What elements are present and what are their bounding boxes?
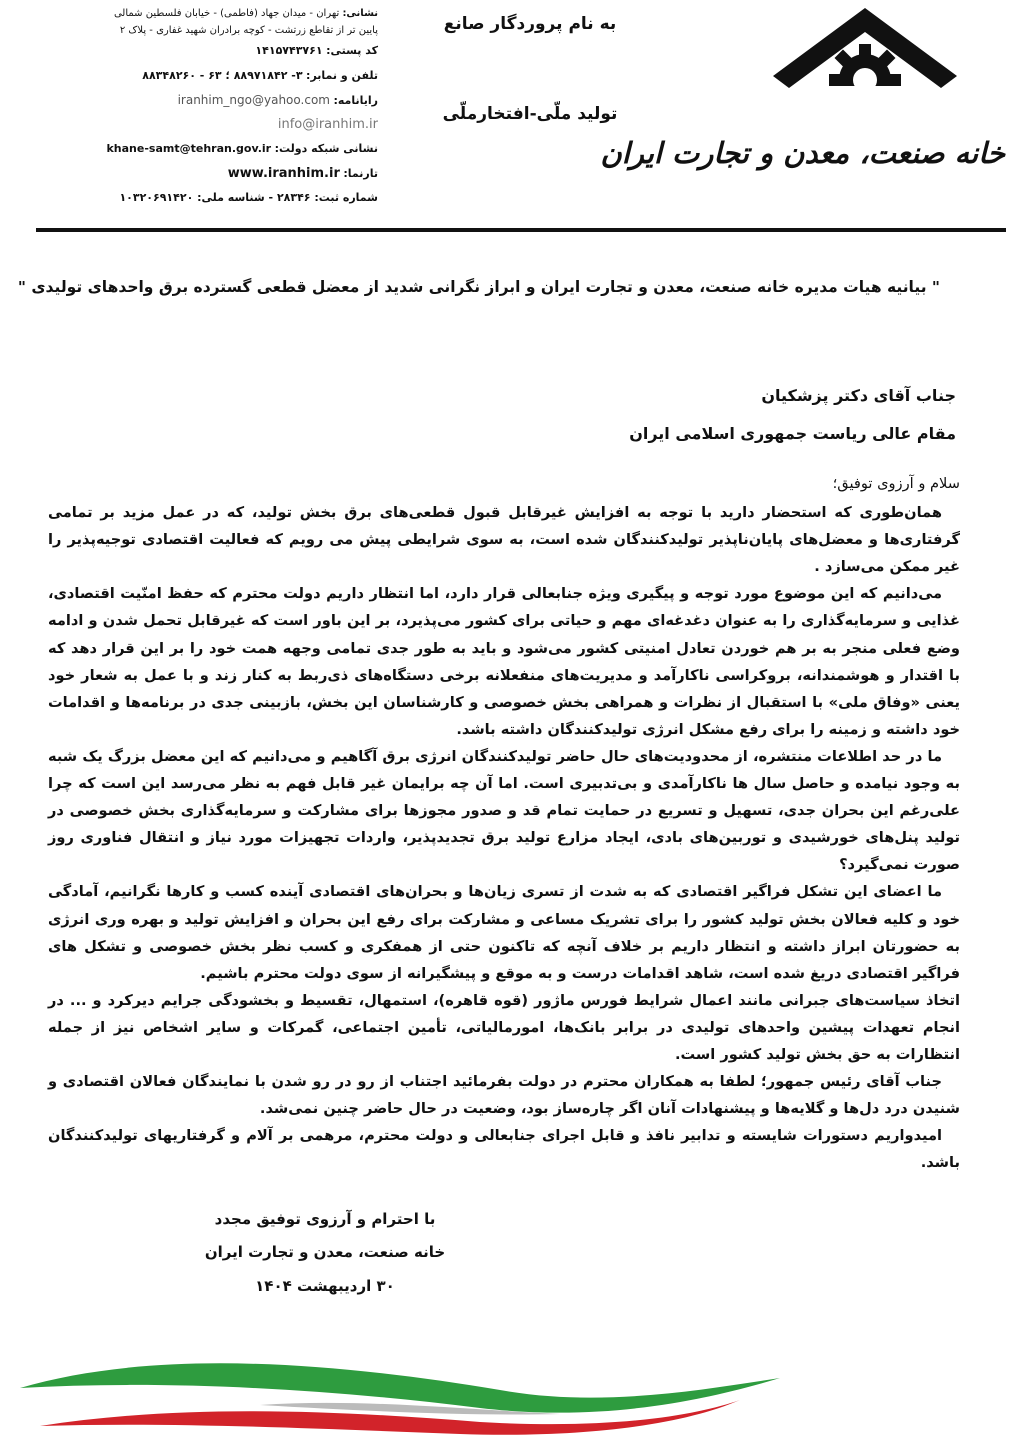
closing-date: ۳۰ اردیبهشت ۱۴۰۴	[255, 1277, 395, 1295]
web-label: تارنما:	[343, 166, 378, 180]
addressee-name: جناب آقای دکتر پزشکیان	[761, 386, 956, 405]
registration-text: شماره ثبت: ۲۸۳۴۶ - شناسه ملی: ۱۰۳۲۰۶۹۱۴۲۰	[119, 191, 378, 204]
contact-block	[88, 6, 378, 211]
gear-roof-icon	[773, 8, 957, 128]
phone-value: ۳- ۸۸۹۷۱۸۴۲ ؛ ۶۳ - ۸۸۳۴۸۲۶۰	[142, 68, 303, 82]
logo-wordmark: خانه صنعت، معدن و تجارت ایران	[600, 136, 1005, 170]
closing-regards: با احترام و آرزوی توفیق مجدد	[214, 1210, 436, 1228]
phone-row	[88, 64, 378, 89]
gov-row	[88, 137, 378, 162]
postal-value: ۱۴۱۵۷۴۳۷۶۱	[255, 44, 323, 57]
body-paragraph-2: می‌دانیم که این موضوع مورد توجه و پیگیری ویژه جنابعالی قرار دارد، اما انتظار داریم دولت محترم که حفظ امنّیت اقتصادی، غذایی و سرمایه‌گذاری را به عنوان دغدغه‌ای مهم و حیاتی برای کشور می‌پذیرد، بر این باور است که غیرقابل تحمل شدن و ادامه وضع فعلی منجر به بر هم خوردن تعادل امنیتی کشور می‌شود و باید به طور جدی تمامی وجهه همت خود را بر این قرار دهد که با اقتدار و هوشمندانه، بروکراسی ناکارآمد و مدیریت‌های منفعلانه برخی دستگاه‌های ذی‌ربط به کنار زند و با عمل به شعار خود یعنی «وفاق ملی» با استقبال از نظرات و همراهی بخش خصوصی و کارشناسان این بخش، بازبینی جدی در برنامه‌ها و اقدامات خود داشته و زمینه را برای رفع مشکل انرژی تولیدکنندگان داشته باشد.	[48, 585, 960, 738]
greeting: سلام و آرزوی توفیق؛	[832, 475, 960, 492]
phone-label: تلفن و نمابر:	[306, 68, 378, 82]
gov-label: نشانی شبکه دولت:	[274, 142, 378, 155]
web-link[interactable]: www.iranhim.ir	[227, 165, 340, 181]
address-label: نشانی:	[342, 8, 378, 19]
email-link-2[interactable]: info@iranhim.ir	[277, 116, 378, 132]
body-paragraph-4: ما اعضای این تشکل فراگیر اقتصادی که به شدت از تسری زیان‌ها و بحران‌های اقتصادی آینده کسب و کارها نگرانیم، آمادگی خود و کلیه فعالان بخش تولید کشور را برای تشریک مساعی و مشارکت برای رفع این بحران و افزایش تولید و بهره وری انرژی به حضورتان ابراز داشته و انتظار داریم بر خلاف آنچه که تاکنون حتی از همفکری و کسب نظر بخش خصوصی و تشکل های فراگیر اقتصادی دریغ شده است، شاهد اقدامات درست و به موقع و پیشگیرانه از سوی دولت محترم باشیم.	[48, 883, 960, 982]
statement-title: " بیانیه هیات مدیره خانه صنعت، معدن و تجارت ایران و ابراز نگرانی شدید از معضل قطعی گسترده برق واحدهای تولیدی "	[17, 278, 940, 296]
addressee-title: مقام عالی ریاست جمهوری اسلامی ایران	[629, 424, 956, 443]
closing-organization: خانه صنعت، معدن و تجارت ایران	[204, 1243, 446, 1261]
postal-label: کد پستی:	[326, 44, 378, 57]
address-row	[88, 6, 378, 23]
address-line1: تهران - میدان جهاد (فاطمی) - خیابان فلسطین شمالی	[113, 8, 340, 19]
letter-body	[48, 470, 960, 1176]
motto-top: به نام پروردگار صانع	[443, 14, 617, 34]
gov-value[interactable]: khane-samt@tehran.gov.ir	[106, 142, 272, 155]
postal-row	[88, 39, 378, 64]
address-row-2	[88, 23, 378, 40]
email-row	[88, 88, 378, 113]
email-link-1[interactable]: iranhim_ngo@yahoo.com	[177, 93, 330, 107]
motto-bottom: تولید ملّی-افتخارملّی	[442, 104, 618, 124]
registration-row	[88, 186, 378, 211]
body-paragraph-3: ما در حد اطلاعات منتشره، از محدودیت‌های حال حاضر تولیدکنندگان انرژی برق آگاهیم و می‌دانیم که این معضل بزرگ یک شبه به وجود نیامده و حاصل سال ها ناکارآمدی و بی‌تدبیری است. اما آن چه برایمان غیر قابل فهم به نظر می‌رسد این است که چرا علی‌رغم این بحران جدی، تسهیل و تسریع در حمایت تمام قد و صدور مجوزها برای مشارکت و سرمایه‌گذاری بخش خصوصی در تولید پنل‌های خورشیدی و توربین‌های بادی، ایجاد مزارع تولید برق تجدیدپذیر، واردات تجهیزات مورد نیاز و انتقال فناوری روز صورت نمی‌گیرد؟	[48, 747, 960, 874]
web-row	[88, 162, 378, 187]
email-label: رایانامه:	[333, 94, 378, 107]
body-paragraph-5: اتخاذ سیاست‌های جبرانی مانند اعمال شرایط فورس ماژور (قوه قاهره)، استمهال، تقسیط و بخشودگی جرایم دیرکرد و ... در انجام تعهدات پیشین واحدهای تولیدی در برابر بانک‌ها، امورمالیاتی، تأمین اجتماعی، گمرکات و سایر اشخاص نیز از جمله انتظارات به حق بخش تولید کشور است.	[48, 991, 960, 1063]
header-divider	[36, 228, 1006, 232]
body-paragraph-6: جناب آقای رئیس جمهور؛ لطفا به همکاران محترم در دولت بفرمائید اجتناب از رو در رو شدن با نمایندگان فعالان اقتصادی و شنیدن درد دل‌ها و گلایه‌ها و پیشنهادات آنان اگر چاره‌ساز بود، وضعیت در حال حاضر چنین نمی‌شد.	[48, 1073, 960, 1118]
email-row-2	[88, 113, 378, 138]
flag-ribbon-decoration	[0, 1330, 1014, 1439]
organization-logo	[600, 8, 1005, 208]
body-paragraph-7: امیدواریم دستورات شایسته و تدابیر نافذ و قابل اجرای جنابعالی و دولت محترم، مرهمی بر آلام و گرفتاریهای تولیدکنندگان باشد.	[48, 1127, 960, 1172]
body-paragraph-1: همان‌طوری که استحضار دارید با توجه به افزایش غیرقابل قبول قطعی‌های برق بخش تولید، که در عمل مزید بر تمامی گرفتاری‌ها و معضل‌های پایان‌ناپذیر تولیدکنندگان شده است، به سوی شرایطی پیش می رویم که فعالیت اقتصادی توجیه‌پذیر را غیر ممکن می‌سازد .	[48, 504, 960, 576]
address-line2: پایین تر از تقاطع زرتشت - کوچه برادران شهید غفاری - پلاک ۲	[119, 24, 378, 36]
